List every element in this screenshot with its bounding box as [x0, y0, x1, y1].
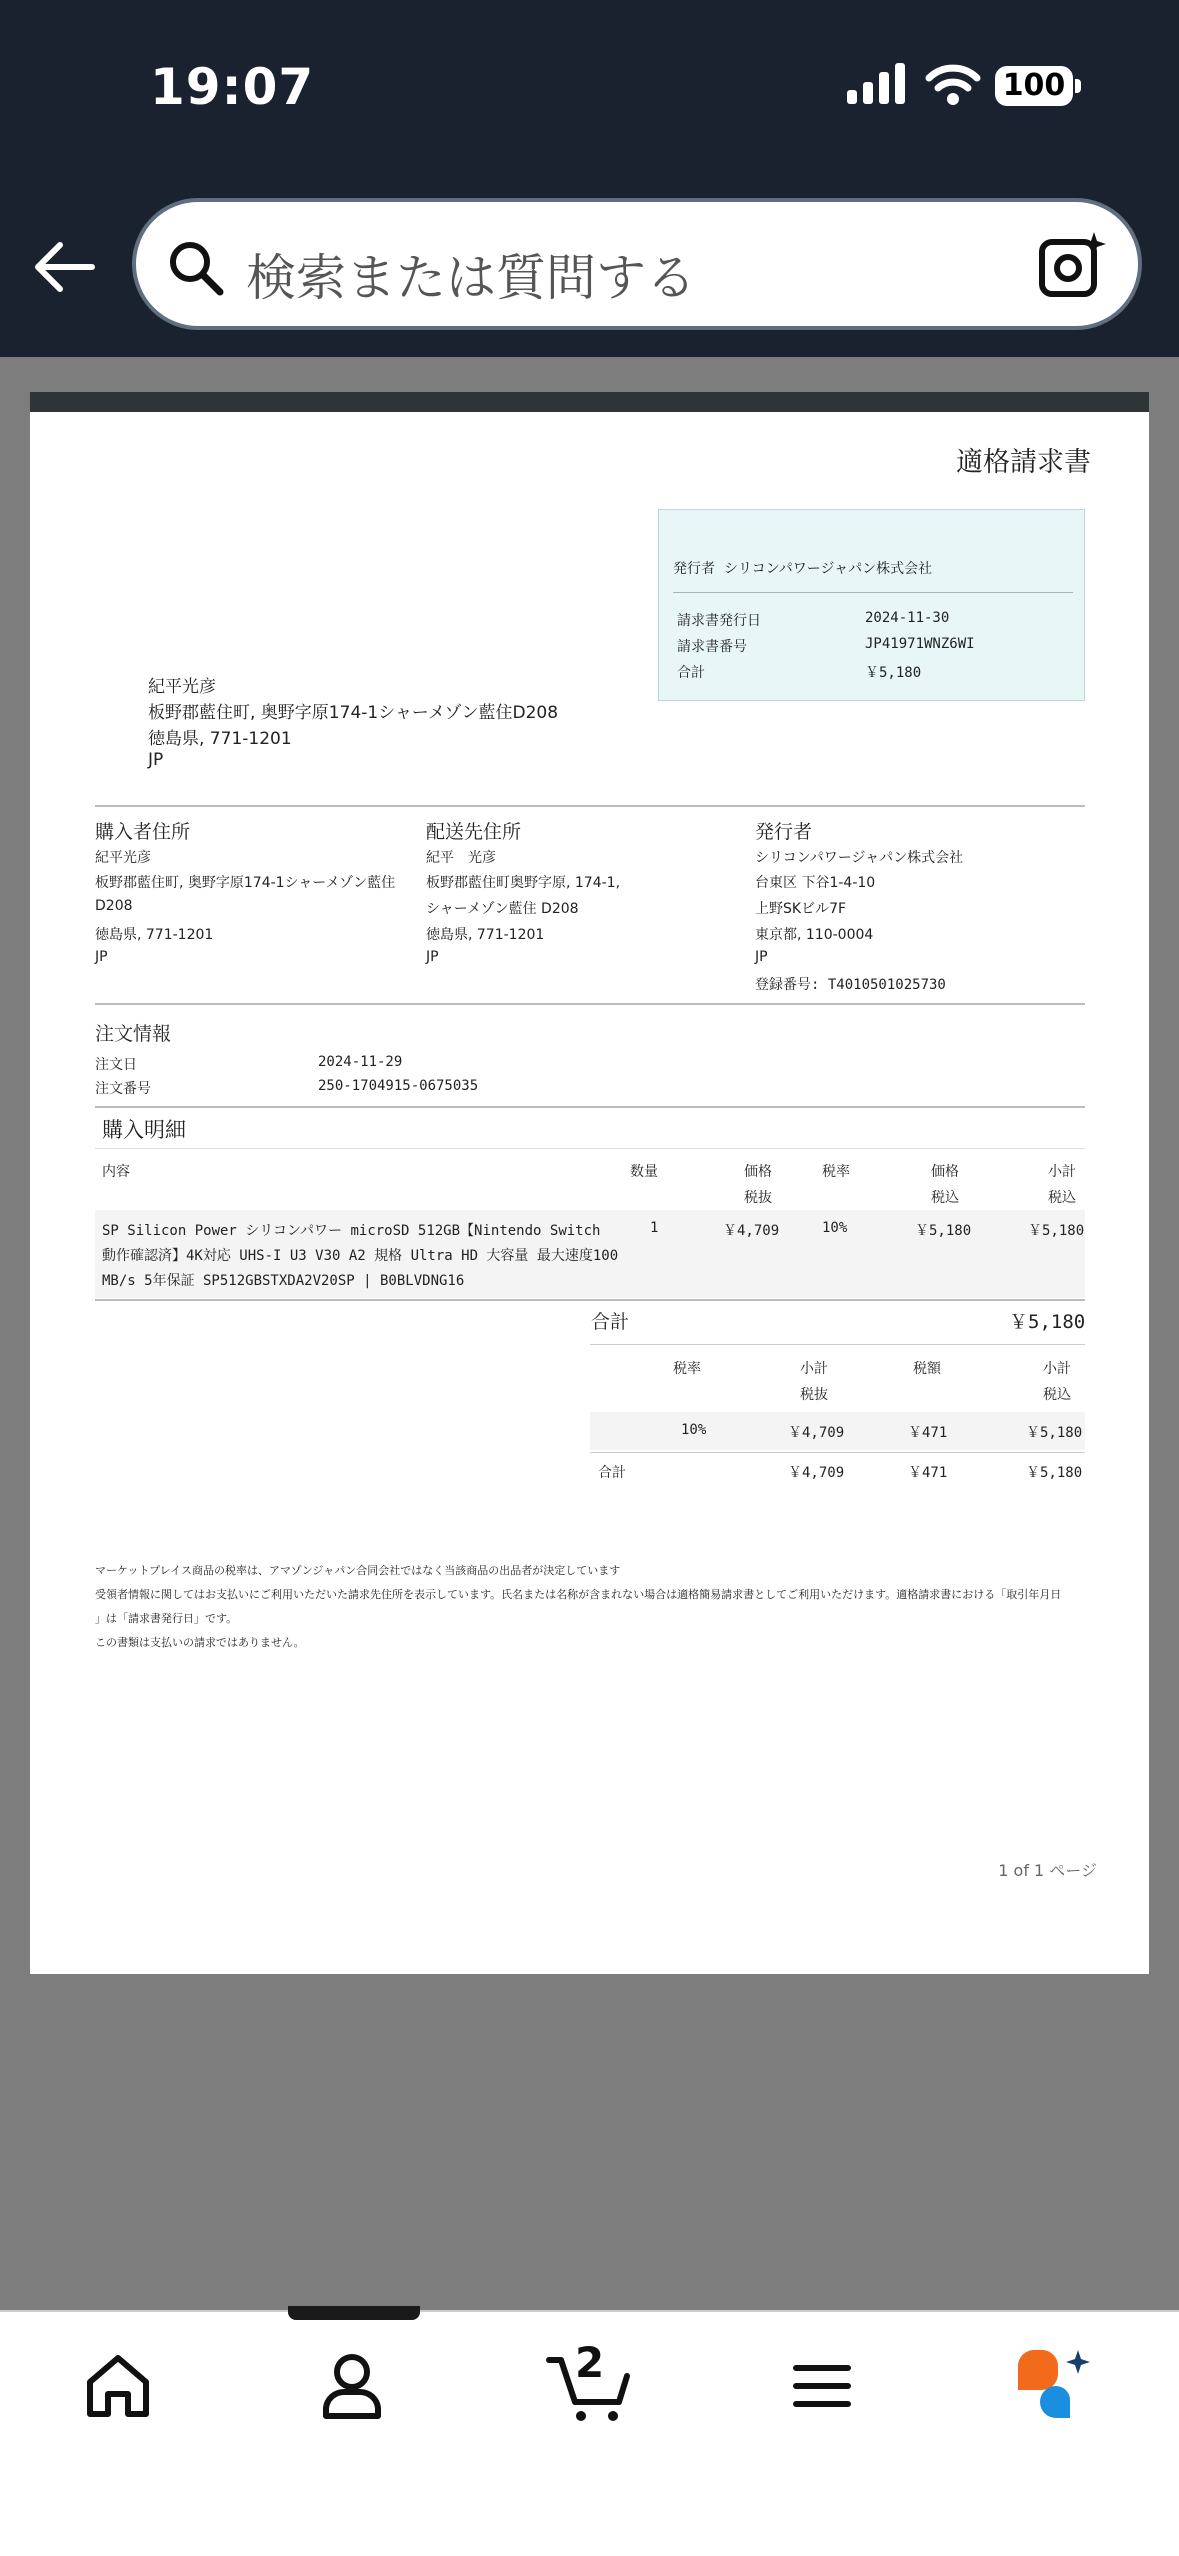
col-qty: 数量: [630, 1164, 658, 1180]
note-line: 受領者情報に関してはお支払いにご利用いただいた請求先住所を表示しています。氏名または名称が含まれない場合は適格簡易請求書としてご利用いただけます。適格請求書における「取引年月日: [95, 1588, 1062, 1601]
rufus-ai-icon[interactable]: [1012, 2346, 1098, 2426]
shipping-address-heading: 配送先住所: [426, 821, 522, 843]
summary-total-row-subtotal-incl: ￥5,180: [1026, 1465, 1083, 1481]
col-price-incl: 価格: [931, 1164, 959, 1180]
item-subtotal: ￥5,180: [1028, 1223, 1085, 1239]
col-price-incl-sub: 税込: [931, 1190, 959, 1206]
home-indicator: [288, 2306, 420, 2320]
battery-level: 100: [995, 66, 1073, 106]
recipient-country: JP: [148, 750, 164, 770]
buyer-address-line: 紀平光彦: [95, 850, 151, 866]
seller-line: 上野SKビル7F: [755, 901, 847, 917]
divider: [95, 1148, 1085, 1149]
total-value: ￥5,180: [865, 665, 922, 681]
invoice-title: 適格請求書: [956, 447, 1091, 478]
details-heading: 購入明細: [102, 1118, 186, 1142]
summary-subtotal: ￥4,709: [788, 1425, 845, 1441]
page-indicator: 1 of 1 ページ: [998, 1861, 1097, 1880]
divider: [95, 1299, 1085, 1301]
shipping-address-line: JP: [426, 949, 439, 965]
summary-col-subtotal-incl-sub: 税込: [1043, 1387, 1071, 1403]
col-price-sub: 税抜: [744, 1190, 772, 1206]
shipping-address-line: 紀平 光彦: [426, 850, 496, 866]
summary-total-row-tax: ￥471: [908, 1465, 948, 1481]
divider: [95, 1106, 1085, 1108]
summary-col-subtotal-sub: 税抜: [800, 1387, 828, 1403]
item-price: ￥4,709: [723, 1223, 780, 1239]
summary-subtotal-incl: ￥5,180: [1026, 1425, 1083, 1441]
recipient-name: 紀平光彦: [148, 677, 216, 697]
issue-date-label: 請求書発行日: [677, 613, 761, 629]
account-icon[interactable]: [312, 2346, 392, 2426]
col-price: 価格: [744, 1164, 772, 1180]
battery-icon: [995, 66, 1081, 106]
item-price-incl: ￥5,180: [915, 1223, 972, 1239]
divider: [95, 1003, 1085, 1005]
seller-line: 東京都, 110-0004: [755, 927, 874, 943]
buyer-address-line: 徳島県, 771-1201: [95, 927, 214, 943]
seller-heading: 発行者: [755, 821, 813, 843]
seller-line: JP: [755, 949, 768, 965]
order-number-label: 注文番号: [95, 1081, 151, 1097]
seller-line: 台東区 下谷1-4-10: [755, 875, 876, 891]
item-qty: 1: [650, 1220, 659, 1236]
buyer-address-heading: 購入者住所: [95, 821, 191, 843]
back-arrow-icon[interactable]: [30, 232, 100, 302]
col-description: 内容: [102, 1164, 130, 1180]
summary-total-value: ￥5,180: [1009, 1311, 1086, 1333]
item-tax-rate: 10%: [822, 1220, 848, 1236]
issuer-name: シリコンパワージャパン株式会社: [724, 561, 933, 577]
divider: [590, 1344, 1085, 1345]
search-bar[interactable]: [132, 198, 1142, 330]
top-bar: [0, 0, 1179, 357]
summary-total-label: 合計: [591, 1311, 630, 1333]
issuer-label: 発行者: [673, 561, 715, 577]
divider: [95, 805, 1085, 807]
cart-count-badge: 2: [575, 2338, 605, 2387]
note-line: マーケットプレイス商品の税率は、アマゾンジャパン合同会社ではなく当該商品の出品者が決定しています: [95, 1564, 621, 1577]
wifi-icon: [925, 62, 981, 106]
seller-line: シリコンパワージャパン株式会社: [755, 850, 964, 866]
summary-tax: ￥471: [908, 1425, 948, 1441]
home-icon[interactable]: [78, 2346, 158, 2426]
buyer-address-line: JP: [95, 949, 108, 965]
summary-col-subtotal: 小計: [800, 1361, 828, 1377]
invoice-number-label: 請求書番号: [677, 639, 747, 655]
note-line: この書類は支払いの請求ではありません。: [95, 1636, 305, 1649]
item-description-line: 動作確認済】4K対応 UHS-I U3 V30 A2 規格 Ultra HD 大容量 最大速度100: [102, 1248, 619, 1264]
summary-col-tax: 税額: [913, 1361, 941, 1377]
invoice-document: [30, 392, 1149, 1974]
note-line: 」は「請求書発行日」です。: [95, 1612, 238, 1625]
item-description-line: MB/s 5年保証 SP512GBSTXDA2V20SP | B0BLVDNG16: [102, 1273, 465, 1289]
col-subtotal-sub: 税込: [1048, 1190, 1076, 1206]
cellular-signal-icon: [845, 62, 907, 106]
buyer-address-line: 板野郡藍住町, 奥野字原174-1シャーメゾン藍住: [95, 875, 396, 891]
total-label: 合計: [677, 665, 705, 681]
seller-registration: 登録番号: T4010501025730: [755, 977, 946, 993]
shipping-address-line: 徳島県, 771-1201: [426, 927, 545, 943]
order-number: 250-1704915-0675035: [318, 1078, 479, 1094]
item-description-line: SP Silicon Power シリコンパワー microSD 512GB【Nintendo Switch: [102, 1223, 601, 1239]
order-date-label: 注文日: [95, 1057, 137, 1073]
summary-tax-rate: 10%: [681, 1422, 707, 1438]
menu-icon[interactable]: [782, 2346, 862, 2426]
summary-col-tax-rate: 税率: [673, 1361, 701, 1377]
buyer-address-line: D208: [95, 898, 133, 914]
divider: [590, 1452, 1085, 1453]
summary-total-row-subtotal: ￥4,709: [788, 1465, 845, 1481]
col-subtotal: 小計: [1048, 1164, 1076, 1180]
shipping-address-line: 板野郡藍住町奥野字原, 174-1,: [426, 875, 621, 891]
status-time: 19:07: [150, 58, 315, 116]
col-tax-rate: 税率: [822, 1164, 850, 1180]
recipient-address-line: 板野郡藍住町, 奥野字原174-1シャーメゾン藍住D208: [148, 703, 559, 723]
shipping-address-line: シャーメゾン藍住 D208: [426, 901, 579, 917]
order-date: 2024-11-29: [318, 1054, 403, 1070]
invoice-number-value: JP41971WNZ6WI: [865, 636, 975, 652]
divider: [673, 592, 1073, 593]
summary-total-row-label: 合計: [598, 1465, 626, 1481]
recipient-prefecture: 徳島県, 771-1201: [148, 729, 292, 749]
issue-date-value: 2024-11-30: [865, 610, 950, 626]
search-input[interactable]: 検索または質問する: [246, 249, 696, 307]
search-icon: [166, 238, 226, 298]
document-header-strip: [30, 392, 1149, 412]
summary-col-subtotal-incl: 小計: [1043, 1361, 1071, 1377]
issuer-summary-box: [658, 509, 1085, 701]
order-info-heading: 注文情報: [95, 1023, 172, 1045]
camera-lens-icon[interactable]: [1036, 230, 1110, 304]
